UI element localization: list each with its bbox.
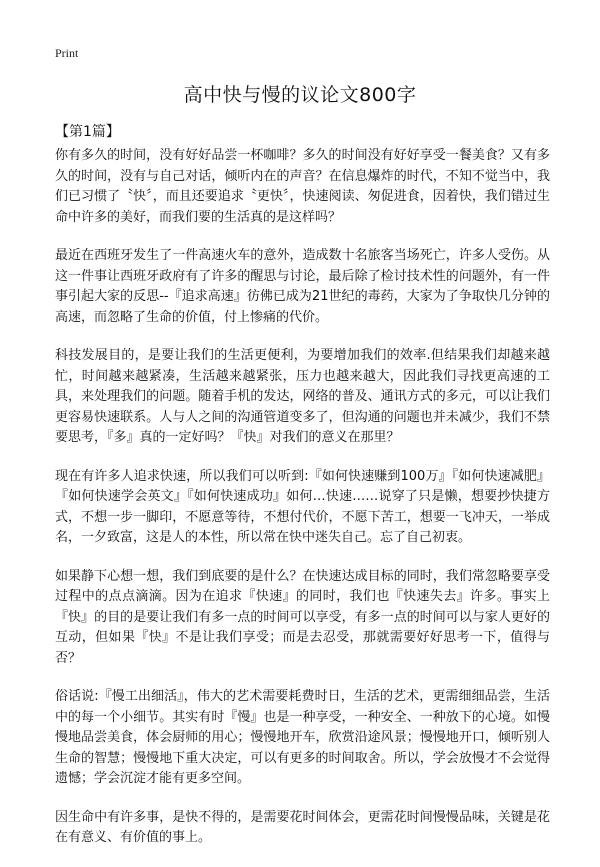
paragraph-5: 如果静下心想一想，我们到底要的是什么？在快速达成目标的同时，我们常忽略要享受过程中的点点滴滴。因为在追求『快速』的同时，我们也『快速失去』许多。事实上『快』的目的是要让我们有多一点的时间可以享受，有多一点的时间可以与家人更好的互动，但如果『快』不是让我们享受；而是去忍受，那就需要好好思考一下，值得与否？	[55, 568, 550, 666]
paragraph-3: 科技发展目的，是要让我们的生活更便利，为要增加我们的效率.但结果我们却越来越忙，时间越来越紧凑，生活越来越紧张，压力也越来越大，因此我们寻找更高速的工具，来处理我们的问题。随着手机的发达，网络的普及、通讯方式的多元，可以让我们更容易快速联系。人与人之间的沟通管道变多了，但沟通的问题也并未减少，我们不禁要思考，『多』真的一定好吗？『快』对我们的意义在那里？	[55, 348, 550, 445]
paragraph-1: 你有多久的时间，没有好好品尝一杯咖啡？多久的时间没有好好享受一餐美食？又有多久的时间，没有与自己对话，倾听内在的声音？在信息爆炸的时代，不知不觉当中，我们已习惯了〝快〞，而且还要追求〝更快〞，快速阅读、匆促进食，因着快，我们错过生命中许多的美好，而我们要的生活真的是这样吗？	[55, 148, 550, 225]
paragraph-4: 现在有许多人追求快速，所以我们可以听到:『如何快速赚到100万』『如何快速减肥』『如何快速学会英文』『如何快速成功』如何…快速……说穿了只是懒，想要抄快捷方式，不想一步一脚印，不愿意等待，不想付代价，不愿下苦工，想要一飞冲天，一举成名，一夕致富，这是人的本性，所以常在快中迷失自己。忘了自己初衷。	[55, 468, 550, 545]
section-label: 【第1篇】	[55, 124, 120, 140]
print-link[interactable]: Print	[55, 46, 79, 60]
paragraph-2: 最近在西班牙发生了一件高速火车的意外，造成数十名旅客当场死亡，许多人受伤。从这一件事让西班牙政府有了许多的醒思与讨论，最后除了检讨技术性的问题外，有一件事引起大家的反思--『追求高速』彷佛已成为21世纪的毒药，大家为了争取快几分钟的高速，而忽略了生命的价值，付上惨痛的代价。	[55, 248, 550, 325]
paragraph-7: 因生命中有许多事，是快不得的，是需要花时间体会，更需花时间慢慢品味，关键是花在有意义、有价值的事上。	[55, 809, 550, 845]
page-title: 高中快与慢的议论文800字	[183, 84, 417, 106]
article-body	[55, 146, 550, 867]
paragraph-6: 俗话说:『慢工出细活』，伟大的艺术需要耗费时日，生活的艺术，更需细细品尝，生活中的每一个小细节。其实有时『慢』也是一种享受，一种安全、一种放下的心境。如慢慢地品尝美食，体会厨师的用心；慢慢地开车，欣赏沿途风景；慢慢地开口，倾听别人生命的智慧；慢慢地下重大决定，可以有更多的时间取舍。所以，学会放慢才不会觉得遗憾；学会沉淀才能有更多空间。	[55, 689, 550, 786]
